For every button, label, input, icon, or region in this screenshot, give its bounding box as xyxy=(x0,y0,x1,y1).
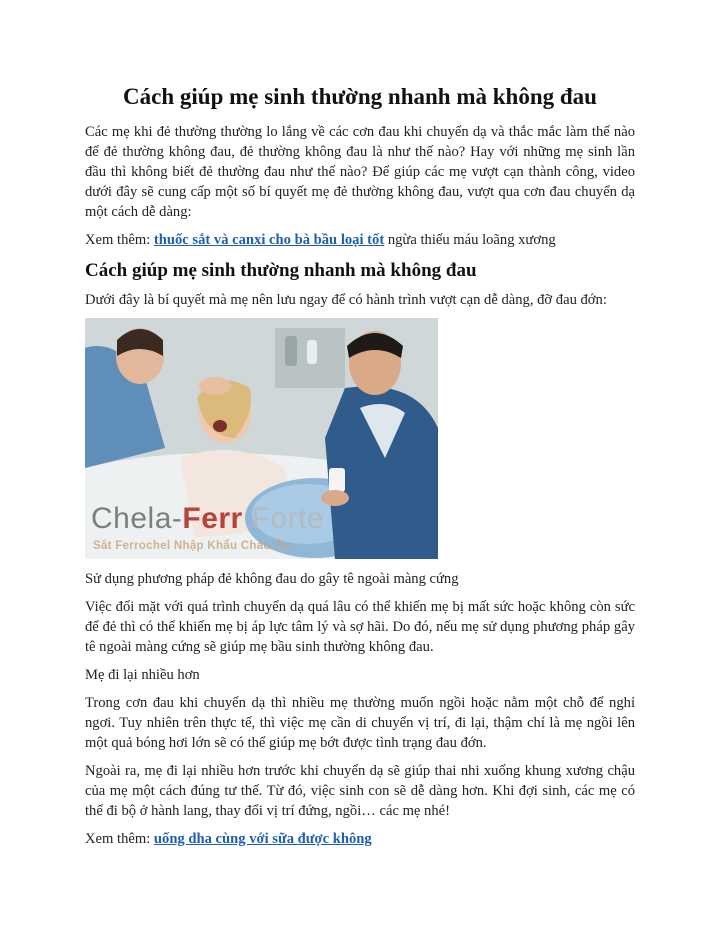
lead-paragraph: Dưới đây là bí quyết mà mẹ nên lưu ngay để có hành trình vượt cạn dễ dàng, đỡ đau đớn: xyxy=(85,292,607,308)
see-more-suffix: ngừa thiếu máu loãng xương xyxy=(384,232,556,248)
see-more-line-2 xyxy=(85,829,635,849)
watermark-subtitle: Sắt Ferrochel Nhập Khẩu Châu Âu xyxy=(93,540,291,552)
see-more-prefix-2: Xem thêm: xyxy=(85,831,154,847)
tip-1-body: Việc đối mặt với quá trình chuyển dạ quá lâu có thể khiến mẹ bị mất sức hoặc không còn sức để đẻ thì có thể khiến mẹ bị áp lực tâm lý và sợ hãi. Do đó, nếu mẹ sử dụng phương pháp gây tê ngoài màng cứng sẽ giúp mẹ bầu sinh thường không đau. xyxy=(85,599,635,655)
page-title: Cách giúp mẹ sinh thường nhanh mà không đau xyxy=(123,84,597,109)
see-more-line-1 xyxy=(85,230,635,250)
see-more-prefix: Xem thêm: xyxy=(85,232,154,248)
section-heading: Cách giúp mẹ sinh thường nhanh mà không đau xyxy=(85,260,477,281)
tip-2-body-1: Trong cơn đau khi chuyển dạ thì nhiều mẹ thường muốn ngồi hoặc nằm một chỗ để nghỉ ngơi. Tuy nhiên trên thực tế, thì việc mẹ cần di chuyển vị trí, đi lại, thậm chí là mẹ ngồi lên một quả bóng hơi lớn sẽ có thể giúp mẹ bớt được tình trạng đau đớn. xyxy=(85,695,635,751)
tip-2-title: Mẹ đi lại nhiều hơn xyxy=(85,667,200,683)
tip-2-body-2: Ngoài ra, mẹ đi lại nhiều hơn trước khi chuyển dạ sẽ giúp thai nhi xuống khung xương chậu của mẹ một cách đúng tư thế. Từ đó, việc sinh con sẽ dễ dàng hơn. Khi đợi sinh, các mẹ có thể đi bộ ở hành lang, thay đổi vị trí đứng, ngồi… các mẹ nhé! xyxy=(85,763,635,819)
see-more-link-1[interactable]: thuốc sắt và canxi cho bà bầu loại tốt xyxy=(153,232,385,248)
tip-1-title: Sử dụng phương pháp đẻ không đau do gây tê ngoài màng cứng xyxy=(85,571,459,587)
watermark-brand: Chela-Ferr Forte xyxy=(91,502,325,535)
intro-paragraph: Các mẹ khi đẻ thường thường lo lắng về các cơn đau khi chuyển dạ và thắc mắc làm thế nào để đẻ thường không đau, đẻ thường không đau là như thế nào? Hay với những mẹ sinh lần đầu thì không biết đẻ thường đau như thế nào? Để giúp các mẹ vượt cạn thành công, video dưới đây sẽ cung cấp một số bí quyết mẹ đẻ thường không đau, vượt qua cơn đau chuyển dạ một cách dễ dàng: xyxy=(85,124,635,220)
labor-photo xyxy=(85,318,438,559)
see-more-link-2[interactable]: uống dha cùng với sữa được không xyxy=(153,831,372,847)
